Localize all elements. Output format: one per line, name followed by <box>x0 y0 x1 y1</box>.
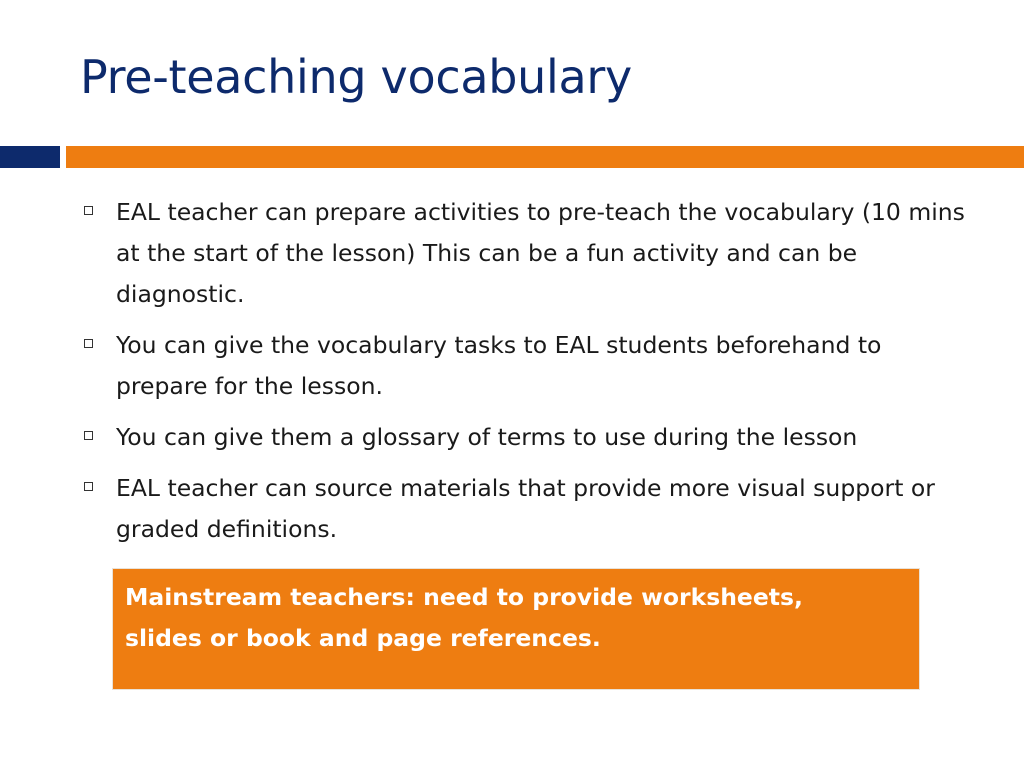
bullet-item <box>80 468 980 550</box>
bullet-list <box>80 192 980 560</box>
title-accent-bar-orange <box>66 146 1024 168</box>
hollow-square-bullet-icon <box>84 206 93 215</box>
hollow-square-bullet-icon <box>84 431 93 440</box>
callout-box <box>112 568 920 690</box>
bullet-text: You can give them a glossary of terms to use during the lesson <box>116 423 858 451</box>
bullet-item <box>80 417 980 458</box>
slide-title: Pre-teaching vocabulary <box>80 50 632 104</box>
bullet-text: EAL teacher can prepare activities to pre-teach the vocabulary (10 mins at the start of the lesson) This can be a fun activity and can be diagnostic. <box>116 198 965 308</box>
bullet-item <box>80 192 980 315</box>
bullet-text: You can give the vocabulary tasks to EAL students beforehand to prepare for the lesson. <box>116 331 882 400</box>
bullet-item <box>80 325 980 407</box>
hollow-square-bullet-icon <box>84 339 93 348</box>
bullet-text: EAL teacher can source materials that provide more visual support or graded definitions. <box>116 474 935 543</box>
hollow-square-bullet-icon <box>84 482 93 491</box>
callout-text: Mainstream teachers: need to provide worksheets, slides or book and page references. <box>125 583 803 652</box>
title-accent-bar-blue <box>0 146 60 168</box>
